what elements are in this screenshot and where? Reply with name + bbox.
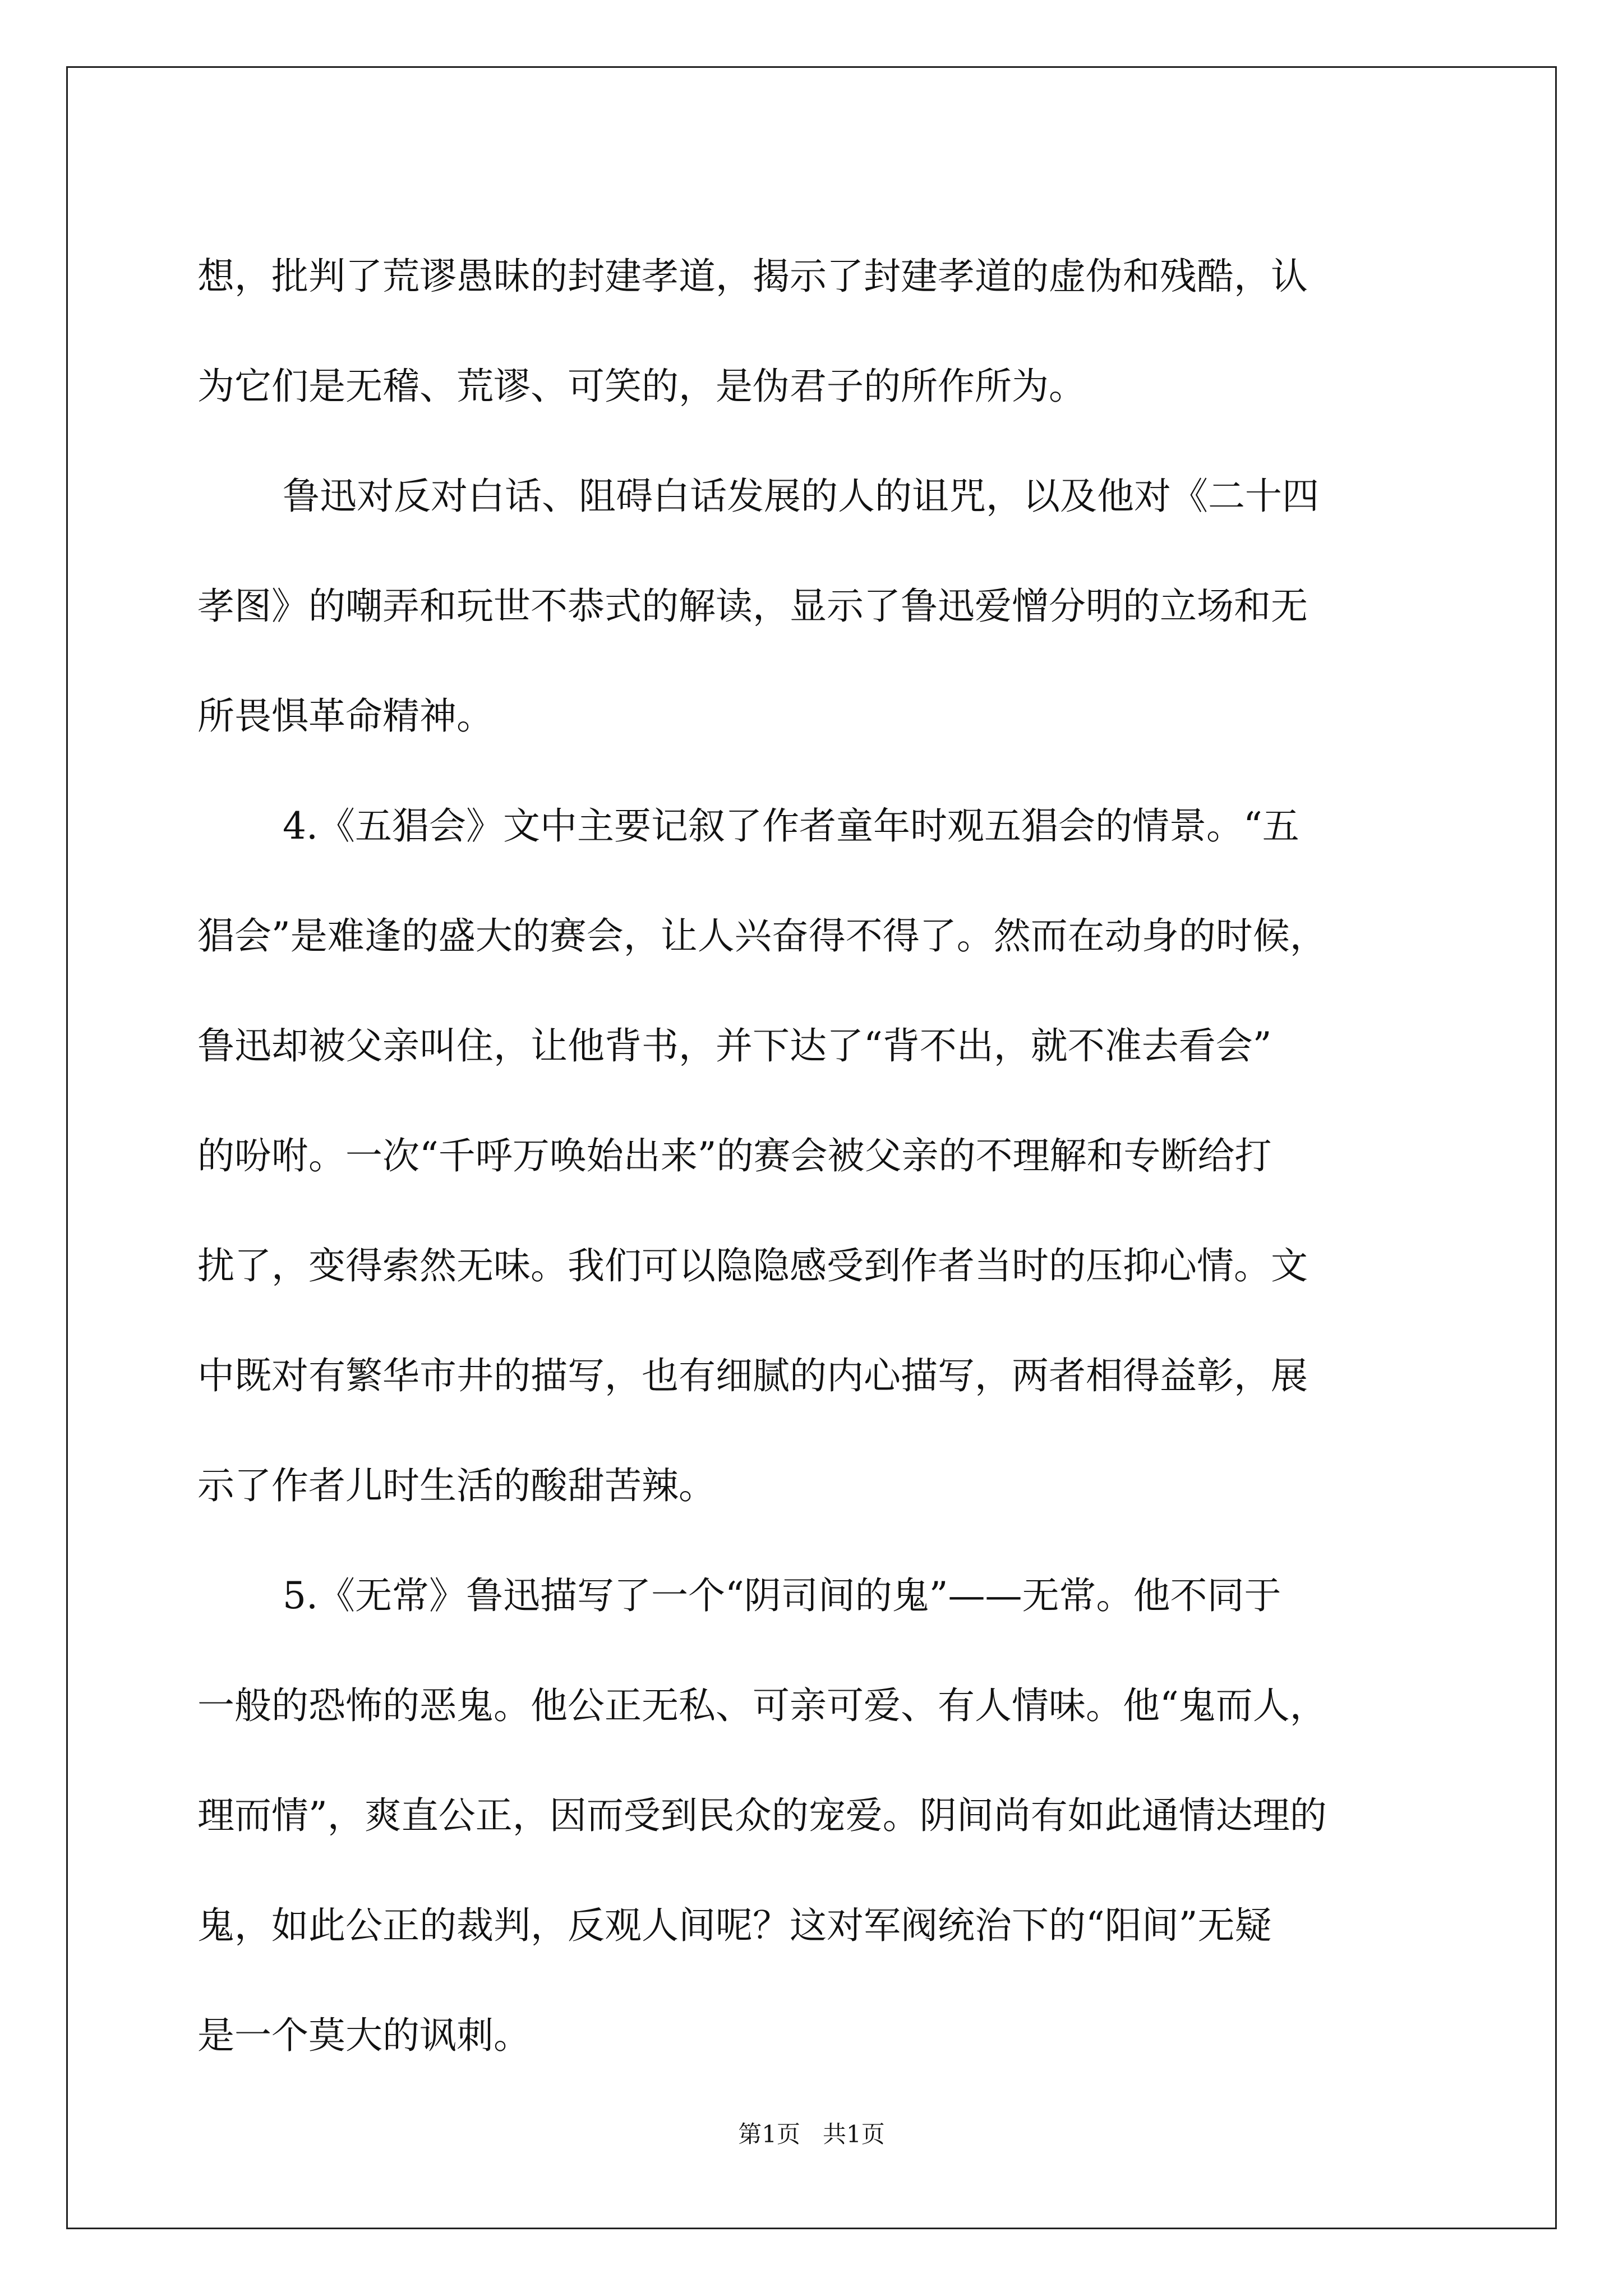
paragraph-start-line: 鲁迅对反对白话、阻碍白话发展的人的诅咒，以及他对《二十四: [283, 475, 1319, 518]
text-line: 一般的恐怖的恶鬼。他公正无私、可亲可爱、有人情味。他“鬼而人，: [197, 1684, 1327, 1727]
text-line: 是一个莫大的讽刺。: [197, 2014, 531, 2057]
page-footer: [0, 2118, 1623, 2151]
text-line: 鲁迅却被父亲叫住，让他背书，并下达了“背不出，就不准去看会”: [197, 1024, 1272, 1068]
page-number: 第1页: [738, 2120, 800, 2148]
text-line: 孝图》的嘲弄和玩世不恭式的解读，显示了鲁迅爱憎分明的立场和无: [197, 585, 1308, 628]
text-line: 猖会”是难逢的盛大的赛会，让人兴奋得不得了。然而在动身的时候，: [197, 914, 1327, 958]
text-line: 的吩咐。一次“千呼万唤始出来”的赛会被父亲的不理解和专断给打: [197, 1134, 1272, 1177]
paragraph-start-line: 4.《五猖会》文中主要记叙了作者童年时观五猖会的情景。“五: [283, 804, 1299, 848]
page-total: 共1页: [823, 2120, 885, 2148]
paragraph-start-line: 5.《无常》鲁迅描写了一个“阴司间的鬼”——无常。他不同于: [283, 1574, 1281, 1617]
text-line: 扰了，变得索然无味。我们可以隐隐感受到作者当时的压抑心情。文: [197, 1244, 1308, 1287]
text-line: 想，批判了荒谬愚昧的封建孝道，揭示了封建孝道的虚伪和残酷，认: [197, 255, 1308, 298]
document-body: [197, 222, 1428, 2091]
text-line: 理而情”，爽直公正，因而受到民众的宠爱。阴间尚有如此通情达理的: [197, 1794, 1327, 1837]
text-line: 为它们是无稽、荒谬、可笑的，是伪君子的所作所为。: [197, 365, 1086, 408]
text-line: 鬼，如此公正的裁判，反观人间呢？这对军阀统治下的“阳间”无疑: [197, 1904, 1272, 1947]
text-line: 示了作者儿时生活的酸甜苦辣。: [197, 1464, 716, 1507]
text-line: 所畏惧革命精神。: [197, 694, 494, 738]
text-line: 中既对有繁华市井的描写，也有细腻的内心描写，两者相得益彰，展: [197, 1354, 1308, 1397]
